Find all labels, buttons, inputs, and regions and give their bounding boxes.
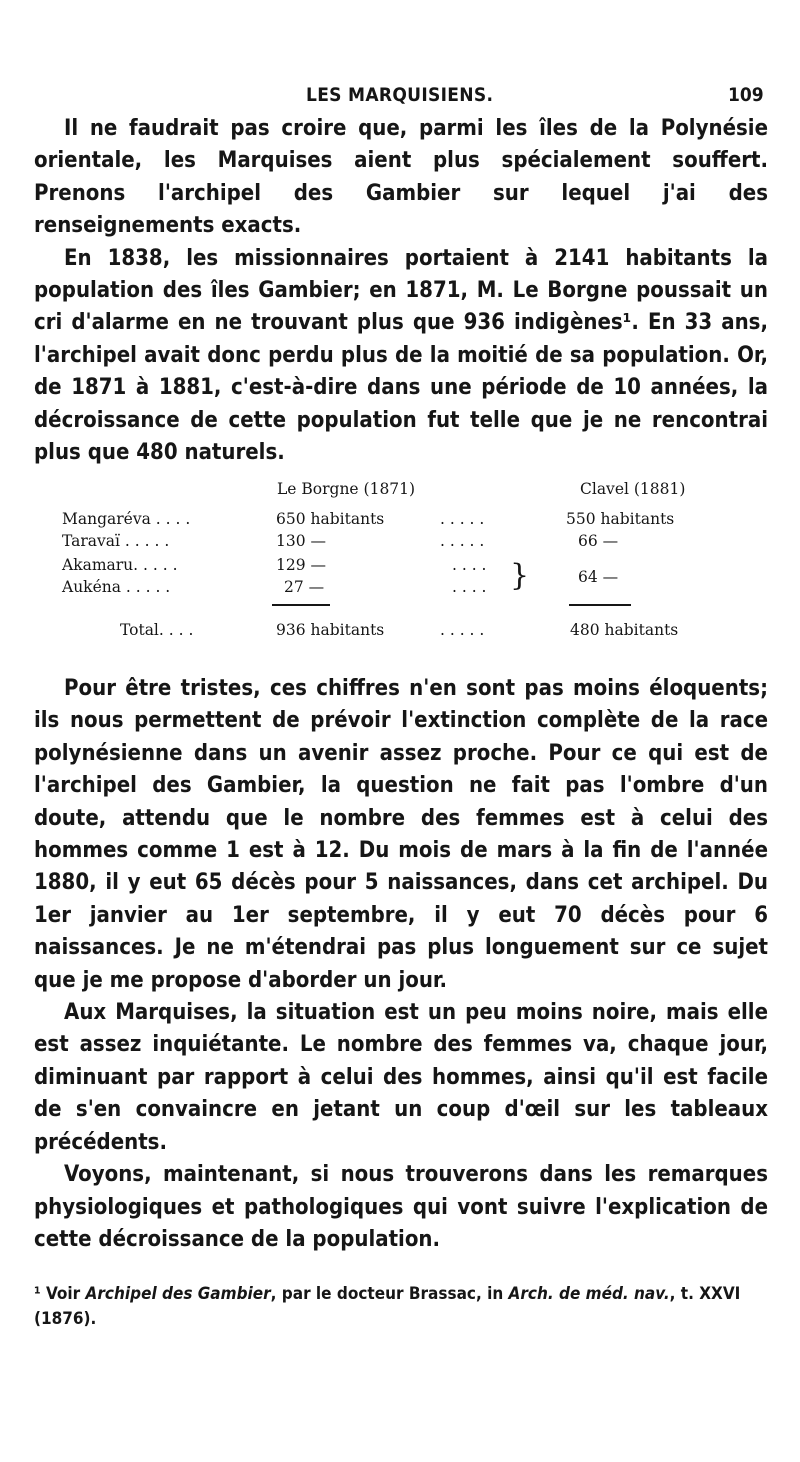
population-table [0, 480, 800, 650]
row-le-borgne: 130 — [276, 532, 327, 550]
row-dots: . . . . [452, 556, 487, 574]
total-rule-left [272, 604, 330, 606]
paragraph-5: Voyons, maintenant, si nous trouverons dans les remarques physiologiques et pathologiques qui vont suivre l'explication de cette décroissance de la population. [34, 1162, 768, 1252]
row-island: Akamaru. . . . . [62, 556, 178, 574]
footnote-prefix: ¹ Voir [34, 1284, 86, 1304]
total-label: Total. . . . [120, 621, 194, 639]
row-dots: . . . . . [440, 532, 485, 550]
page-number: 109 [728, 84, 764, 106]
col-header-clavel: Clavel (1881) [580, 480, 686, 498]
row-le-borgne: 129 — [276, 556, 327, 574]
total-rule-right [569, 604, 631, 606]
total-dots: . . . . . [440, 621, 485, 639]
body-text-top [34, 113, 768, 469]
paragraph-3: Pour être tristes, ces chiffres n'en sont pas moins éloquents; ils nous permettent de prévoir l'extinction complète de la race polynésienne dans un avenir assez proche. Pour ce qui est de l'archipel des Gambier, la question ne fait pas l'ombre d'un doute, attendu que le nombre des femmes est à celui des hommes comme 1 est à 12. Du mois de mars à la fin de l'année 1880, il y eut 65 décès pour 5 naissances, dans cet archipel. Du 1er janvier au 1er septembre, il y eut 70 décès pour 6 naissances. Je ne m'étendrai pas plus longuement sur ce sujet que je me propose d'aborder un jour. [34, 676, 768, 993]
row-dots: . . . . [452, 578, 487, 596]
footnote-journal: Arch. de méd. nav. [508, 1284, 670, 1304]
col-header-le-borgne: Le Borgne (1871) [277, 480, 416, 498]
row-island: Aukéna . . . . . [62, 578, 171, 596]
brace-icon: } [510, 558, 530, 593]
row-dots: . . . . . [440, 510, 485, 528]
paragraph-4: Aux Marquises, la situation est un peu moins noire, mais elle est assez inquiétante. Le nombre des femmes va, chaque jour, diminuant par rapport à celui des hommes, ainsi qu'il est facile de s'en convaincre en jetant un coup d'œil sur les tableaux précédents. [34, 1000, 768, 1155]
running-header [0, 84, 800, 114]
row-clavel: 66 — [578, 532, 619, 550]
row-clavel: 550 habitants [566, 510, 675, 528]
footnote-middle: , par le docteur Brassac, in [270, 1284, 509, 1304]
total-le-borgne: 936 habitants [276, 621, 385, 639]
row-le-borgne: 650 habitants [276, 510, 385, 528]
body-text-bottom [34, 673, 768, 1256]
footnote-title: Archipel des Gambier [85, 1284, 271, 1304]
row-le-borgne: 27 — [284, 578, 325, 596]
running-title: LES MARQUISIENS. [306, 84, 494, 106]
footnote-suffix: , t. XXVI (1876). [34, 1284, 741, 1329]
paragraph-2: En 1838, les missionnaires portaient à 2141 habitants la population des îles Gambier; en 1871, M. Le Borgne poussait un cri d'alarme en ne trouvant plus que 936 indigènes¹. En 33 ans, l'archipel avait donc perdu plus de la moitié de sa population. Or, de 1871 à 1881, c'est-à-dire dans une période de 10 années, la décroissance de cette population fut telle que je ne rencontrai plus que 480 naturels. [34, 245, 768, 466]
row-island: Taravaï . . . . . [62, 532, 170, 550]
merged-clavel-value: 64 — [578, 568, 619, 586]
total-clavel: 480 habitants [570, 621, 679, 639]
paragraph-1: Il ne faudrait pas croire que, parmi les îles de la Polynésie orientale, les Marquises aient plus spécialement souffert. Prenons l'archipel des Gambier sur lequel j'ai des renseignements exacts. [34, 116, 768, 239]
footnote [34, 1282, 768, 1332]
row-island: Mangaréva . . . . [62, 510, 191, 528]
